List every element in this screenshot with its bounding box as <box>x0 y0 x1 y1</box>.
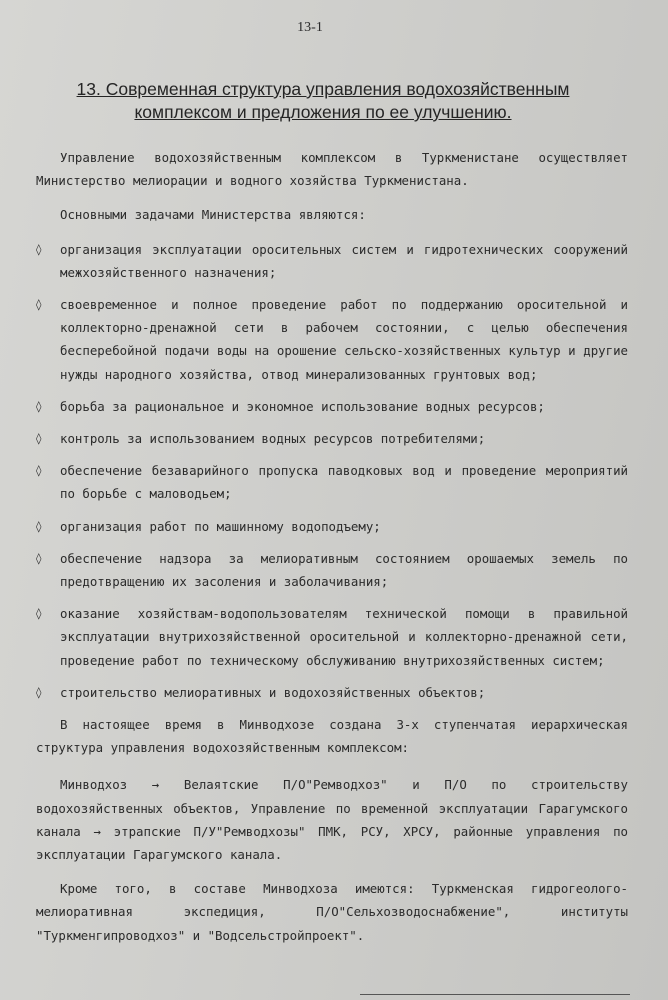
list-item-text: обеспечение надзора за мелиоративным состоянием орошаемых земель по предотвращению их засоления и заболачивания; <box>60 550 628 590</box>
list-item <box>36 547 628 593</box>
list-item-text: организация работ по машинному водоподъему; <box>60 518 381 534</box>
additional-paragraph: Кроме того, в составе Минводхоза имеются: Туркменская гидрогеолого-мелиоративная экспедиция, П/О"Сельхозводоснабжение", институты "Туркменгипроводхоз" и "Водсельстройпроект". <box>36 881 628 943</box>
document-body <box>36 146 628 958</box>
hierarchy-paragraph: В настоящее время в Минводхозе создана 3-х ступенчатая иерархическая структура управления водохозяйственным комплексом: <box>36 717 628 756</box>
diamond-bullet-icon: ◊ <box>36 551 42 565</box>
list-item-text: контроль за использованием водных ресурсов потребителями; <box>60 431 486 447</box>
structure-paragraph: Минводхоз → Велаятские П/О"Ремводхоз" и П/О по строительству водохозяйственных объектов, Управление по временной эксплуатации Гарагумского канала → этрапские П/У"Ремводхозы" ПМК, РСУ, ХРСУ, районные управления по эксплуатации Гарагумского канала. <box>36 777 628 863</box>
bottom-divider <box>360 994 630 995</box>
section-title: 13. Современная структура управления водохозяйственным комплексом и предложения по ее улучшению. <box>76 79 570 122</box>
list-item-text: обеспечение безаварийного пропуска паводковых вод и проведение мероприятий по борьбе с маловодьем; <box>60 463 628 502</box>
diamond-bullet-icon: ◊ <box>36 464 42 478</box>
list-item-text: своевременное и полное проведение работ по поддержанию оросительной и коллекторно-дренажной сети в рабочем состоянии, с целью обеспечения бесперебойной подачи воды на орошение сельско-хозяйственных культур и другие нужды народного хозяйства, отвод минерализованных грунтовых вод; <box>60 297 628 382</box>
diamond-bullet-icon: ◊ <box>36 399 42 413</box>
diamond-bullet-icon: ◊ <box>36 519 42 533</box>
diamond-bullet-icon: ◊ <box>36 242 42 256</box>
list-item-text: оказание хозяйствам-водопользователям технической помощи в правильной эксплуатации внутрихозяйственной оросительной и коллекторно-дренажной сети, проведение работ по техническому обслуживанию внутрихозяйственных систем; <box>60 606 628 668</box>
list-item <box>36 515 628 538</box>
list-item-text: организация эксплуатации оросительных систем и гидротехнических сооружений межхозяйственного назначения; <box>60 241 628 280</box>
diamond-bullet-icon: ◊ <box>36 298 42 312</box>
intro-paragraph: Управление водохозяйственным комплексом в Туркменистане осуществляет Министерство мелиорации и водного хозяйства Туркменистана. <box>36 150 628 189</box>
diamond-bullet-icon: ◊ <box>36 607 42 621</box>
diamond-bullet-icon: ◊ <box>36 685 42 699</box>
list-item <box>36 602 628 672</box>
list-item <box>36 427 628 450</box>
tasks-list <box>36 238 628 704</box>
list-item <box>36 293 628 386</box>
list-item-text: строительство мелиоративных и водохозяйственных объектов; <box>60 684 486 700</box>
list-item-text: борьба за рациональное и экономное использование водных ресурсов; <box>60 398 545 414</box>
list-item <box>36 459 628 505</box>
list-item <box>36 681 628 704</box>
tasks-heading: Основными задачами Министерства являются: <box>60 207 366 223</box>
list-item <box>36 238 628 284</box>
diamond-bullet-icon: ◊ <box>36 432 42 446</box>
page-number: 13-1 <box>297 20 323 35</box>
list-item <box>36 395 628 418</box>
